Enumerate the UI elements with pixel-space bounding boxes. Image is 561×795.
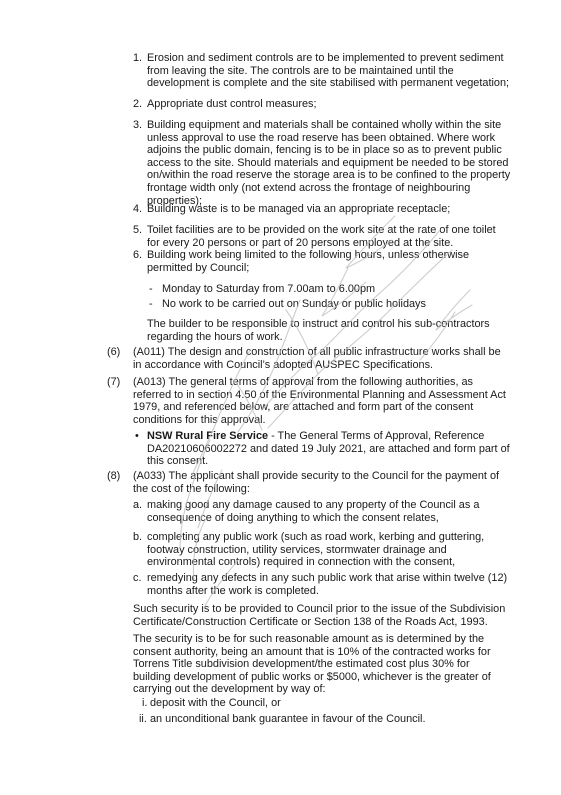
condition-number: (6) (107, 346, 121, 358)
item-text: (A033) The applicant shall provide security to the Council for the payment of the cost of the following: (133, 470, 500, 495)
item-number: 2. (133, 98, 143, 110)
item-text: Building waste is to be managed via an appropriate receptacle; (147, 203, 451, 215)
item-text: Appropriate dust control measures; (147, 98, 317, 110)
item-number: 6. (133, 249, 143, 261)
item-number: 5. (133, 224, 143, 236)
item-text: No work to be carried out on Sunday or public holidays (162, 298, 426, 310)
item-roman: ii. (139, 713, 147, 725)
item-text: completing any public work (such as road work, kerbing and guttering, footway construction, utility services, stormwater drainage and environmental controls) required in connection with the consent, (147, 531, 485, 569)
item-text: Monday to Saturday from 7.00am to 6.00pm (162, 283, 376, 295)
item-text: making good any damage caused to any property of the Council as a consequence of doing anything to which the consent relates, (147, 499, 480, 524)
item-number: 4. (133, 203, 143, 215)
paragraph: The builder to be responsible to instruct and control his sub-contractors regarding the hours of work. (147, 318, 490, 343)
item-letter: a. (133, 499, 143, 511)
item-roman: i. (142, 697, 148, 709)
item-letter: c. (133, 572, 142, 584)
item-text: remedying any defects in any such public work that arise within twelve (12) months after the work is completed. (147, 572, 508, 597)
paragraph: Such security is to be provided to Council prior to the issue of the Subdivision Certificate/Construction Certificate or Section 138 of the Roads Act, 1993. (133, 603, 506, 628)
item-text: NSW Rural Fire Service - The General Terms of Approval, Reference DA20210606002272 and dated 19 July 2021, are attached and form part of this consent. (147, 430, 510, 468)
condition-number: (8) (107, 470, 121, 482)
authority-name: NSW Rural Fire Service (147, 430, 269, 442)
item-text: (A013) The general terms of approval from the following authorities, as referred to in section 4.50 of the Environmental Planning and Assessment Act 1979, and referenced below, are attached and form part of the consent conditions for this approval. (133, 376, 506, 426)
item-letter: b. (133, 531, 143, 543)
condition-number: (7) (107, 376, 121, 388)
dash-bullet: - (149, 298, 153, 310)
item-text: (A011) The design and construction of all public infrastructure works shall be in accordance with Council’s adopted AUSPEC Specifications. (133, 346, 501, 371)
item-number: 3. (133, 119, 143, 131)
item-text: Building work being limited to the following hours, unless otherwise permitted by Council; (147, 249, 470, 274)
item-text: an unconditional bank guarantee in favour of the Council. (150, 713, 426, 725)
item-text: deposit with the Council, or (150, 697, 281, 709)
item-text: Erosion and sediment controls are to be implemented to prevent sediment from leaving the site. The controls are to be maintained until the development is complete and the site stabilised with permanent vegetation; (147, 52, 510, 90)
paragraph: The security is to be for such reasonable amount as is determined by the consent authority, being an amount that is 10% of the contracted works for Torrens Title subdivision development/the estimated cost plus 30% for building development of public works or $5000, whichever is the greater of carrying out the development by way of: (133, 633, 491, 696)
dash-bullet: - (149, 283, 153, 295)
item-number: 1. (133, 52, 143, 64)
bullet: • (135, 430, 139, 442)
item-text: Toilet facilities are to be provided on the work site at the rate of one toilet for every 20 persons or part of 20 persons employed at the site. (147, 224, 496, 249)
item-text: Building equipment and materials shall be contained wholly within the site unless approval to use the road reserve has been obtained. Where work adjoins the public domain, fencing is to be in place so as to prevent public access to the site. Should materials and equipment be needed to be stored on/within the road reserve the storage area is to be confined to the property frontage width only (not extend across the frontage of neighbouring properties); (147, 119, 511, 207)
